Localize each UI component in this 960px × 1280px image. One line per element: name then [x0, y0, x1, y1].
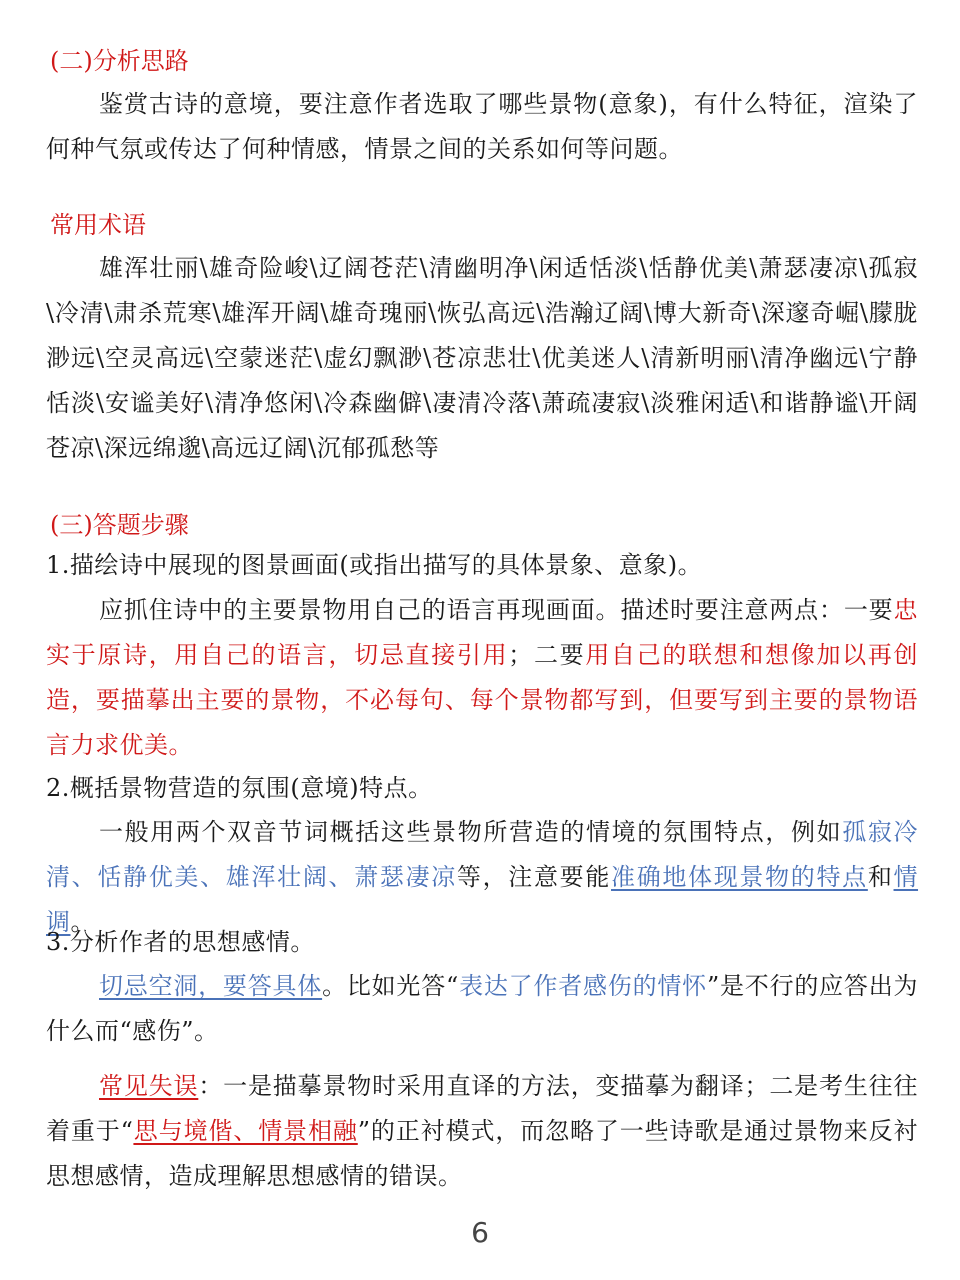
mistakes-label: 常见失误	[99, 1072, 199, 1100]
terms-paragraph: 雄浑壮丽\雄奇险峻\辽阔苍茫\清幽明净\闲适恬淡\恬静优美\萧瑟凄凉\孤寂\冷清\肃杀荒寒\雄浑开阔\雄奇瑰丽\恢弘高远\浩瀚辽阔\博大新奇\深邃奇崛\朦胧渺远\空灵高远\空蒙迷茫\虚幻飘渺\苍凉悲壮\优美迷人\清新明丽\清净幽远\宁静恬淡\安谧美好\清净悠闲\冷森幽僻\凄清冷落\萧疏凄寂\淡雅闲适\和谐静谧\开阔苍凉\深远绵邈\高远辽阔\沉郁孤愁等	[46, 254, 918, 462]
step3-key-point: 切忌空洞，要答具体	[99, 972, 323, 1000]
step1-paragraph	[46, 588, 918, 768]
analysis-paragraph: 鉴赏古诗的意境，要注意作者选取了哪些景物(意象)，有什么特征，渲染了何种气氛或传达了何种情感，情景之间的关系如何等问题。	[46, 90, 918, 163]
step3-title: 3.分析作者的思想感情。	[46, 928, 315, 956]
step2-text-3: 和	[867, 863, 894, 891]
step2-examples: 孤寂冷清、恬静优美、雄浑壮阔、萧瑟凄凉	[46, 818, 919, 891]
step2-title: 2.概括景物营造的氛围(意境)特点。	[46, 774, 433, 802]
mistakes-text-1: ：一是描摹景物时采用直译的方法，变描摹为翻译；二是考生往往着重于“	[46, 1072, 918, 1145]
step3-text-1: 。比如光答“	[322, 972, 459, 1000]
step2-text-1: 一般用两个双音节词概括这些景物所营造的情境的氛围特点，例如	[99, 818, 843, 846]
step2-key-point-2: 情调	[46, 863, 919, 936]
step3-paragraph	[46, 964, 918, 1054]
step3-text-2: ”是不行的应答出为什么而“感伤”。	[46, 972, 918, 1045]
mistakes-highlight: 思与境偕、情景相融	[133, 1117, 358, 1145]
step1-highlight-1: 忠实于原诗，用自己的语言，切忌直接引用	[46, 596, 918, 669]
step2-text-4: 。	[70, 908, 95, 936]
step2-text-2: 等，注意要能	[456, 863, 612, 891]
step1-text-2: ；二要	[508, 641, 586, 669]
mistakes-text-2: ”的正衬模式，而忽略了一些诗歌是通过景物来反衬思想感情，造成理解思想感情的错误。	[46, 1117, 918, 1190]
section-heading-analysis: (二)分析思路	[50, 47, 189, 75]
page-number: 6	[471, 1216, 489, 1249]
step1-text-1: 应抓住诗中的主要景物用自己的语言再现画面。描述时要注意两点：一要	[99, 596, 894, 624]
step3-example: 表达了作者感伤的情怀	[458, 972, 707, 1000]
step2-key-point-1: 准确地体现景物的特点	[611, 863, 868, 891]
section-heading-steps: (三)答题步骤	[50, 511, 189, 539]
step1-title: 1.描绘诗中展现的图景画面(或指出描写的具体景象、意象)。	[46, 551, 703, 579]
terms-heading: 常用术语	[50, 211, 146, 239]
step1-highlight-2: 用自己的联想和想像加以再创造，要描摹出主要的景物，不必每句、每个景物都写到，但要写到主要的景物语言力求优美。	[46, 641, 919, 759]
mistakes-paragraph	[46, 1064, 918, 1199]
